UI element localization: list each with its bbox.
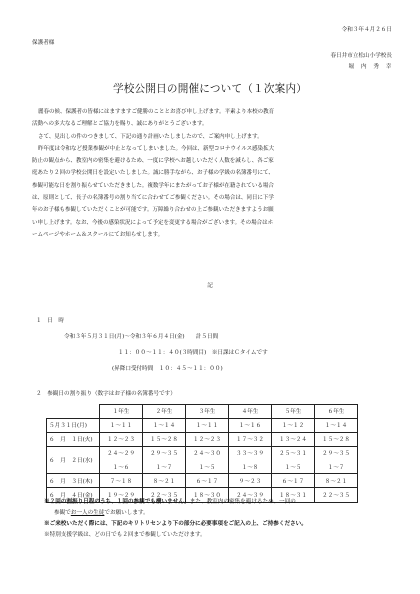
note-text: でお願いします。 xyxy=(104,510,149,516)
note-1-rest: また、教室内の密集を避けるため、一回の xyxy=(189,499,296,505)
table-cell: １～１４ xyxy=(315,418,358,432)
table-cell: ２９～３５ xyxy=(315,446,358,460)
table-cell: ８～２１ xyxy=(315,474,358,488)
body-line: は、原則として、長子の名簿番号の割り当てに合わせてご参観ください。その場合は、同日に下学 xyxy=(32,195,274,202)
body-line: い申し上げます。なお、今後の感染状況によって予定を変更する場合がございます。その場合はホ xyxy=(32,219,274,226)
body-line: 年のお子様も参観していただくことが可能です。万障繰り合わせの上ご参観いただきますようお願 xyxy=(32,207,274,214)
note-1 xyxy=(44,497,384,508)
table-cell: １～５ xyxy=(186,460,229,474)
table-cell: １～１１ xyxy=(100,418,143,432)
note-underlined: お一人の生徒 xyxy=(70,510,105,516)
table-cell: ２５～３１ xyxy=(272,446,315,460)
body-line: 参観可能な日を割り振らせていただきました。複数学年にまたがってお子様が在籍されている場合 xyxy=(32,182,274,189)
table-cell: １～５ xyxy=(272,460,315,474)
table-row xyxy=(47,432,358,446)
table-cell: ６～１７ xyxy=(272,474,315,488)
table-cell: １～６ xyxy=(100,460,143,474)
table-cell: ８～２１ xyxy=(143,474,186,488)
table-cell: ２４～３０ xyxy=(186,446,229,460)
table-header-row xyxy=(47,405,358,419)
grade-header: ４年生 xyxy=(229,405,272,419)
section2-heading: ２ 参観日の割り振り（数字はお子様の名簿番号です） xyxy=(36,391,176,397)
grade-header: １年生 xyxy=(100,405,143,419)
notes-block xyxy=(44,497,384,541)
grade-header: ２年生 xyxy=(143,405,186,419)
table-cell: １８～３１ xyxy=(272,488,315,502)
body-line: 昨年度は令和など授業参観が中止となってしまいました。今回は、新型コロナウイルス感染拡大 xyxy=(38,145,275,152)
note-1-bold: ※２回の割振り日程のうち、１回の参観でも構いません。 xyxy=(44,499,190,505)
table-cell: ３３～３９ xyxy=(229,446,272,460)
principal-name: 堀 内 秀 幸 xyxy=(348,64,392,70)
issue-date: 令和３年４月２６日 xyxy=(341,27,392,33)
table-cell: １２～２３ xyxy=(186,432,229,446)
table-cell: １～１１ xyxy=(186,418,229,432)
schedule-dates: 令和３年５月３１日(月)～令和３年６月４日(金) 計５日間 xyxy=(64,334,219,340)
grade-header: ５年生 xyxy=(272,405,315,419)
table-cell: １７～３２ xyxy=(229,432,272,446)
row-date: ６ 月 ４日(金) xyxy=(47,488,100,502)
schedule-times: １１：００～１１：４０(３時間目) ※日課はＣタイムです xyxy=(118,350,268,356)
table-cell: １～１６ xyxy=(229,418,272,432)
grade-header: ３年生 xyxy=(186,405,229,419)
table-cell: １３～２４ xyxy=(272,432,315,446)
table-row xyxy=(47,446,358,460)
body-line: 麗春の候、保護者の皆様にはますますご健勝のこととお喜び申し上げます。平素より本校の教育 xyxy=(38,109,275,115)
table-cell: １～８ xyxy=(229,460,272,474)
row-date: ５月３１日(月) xyxy=(47,418,100,432)
note-2: ※ご来校いただく際には、下記のキリトリセンより下の部分に必要事項をご記入の上、ご持参ください。 xyxy=(44,521,307,527)
table-cell: ２２～３５ xyxy=(315,488,358,502)
note-3: ※特別支援学級は、どの日でも２回まで参観していただけます。 xyxy=(44,532,206,538)
body-line: 防止の観点から、教室内の密集を避けるため、一度に学校へお越しいただく人数を減らし、各ご家 xyxy=(32,158,274,165)
table-cell: １９～２９ xyxy=(100,488,143,502)
table-row xyxy=(47,418,358,432)
body-line: 庭あたり２回の学校公開日を設定いたしました。誠に勝手ながら、お子様の学級の名簿番号にて、 xyxy=(32,170,274,177)
table-cell: １～１４ xyxy=(143,418,186,432)
row-date: ６ 月 １日(火) xyxy=(47,432,100,446)
body-line: ームページやホーム＆スクールにてお知らせします。 xyxy=(32,231,164,238)
body-line: 活動への多大なるご理解とご協力を賜り、誠にありがとうございます。 xyxy=(32,121,208,128)
table-row xyxy=(47,474,358,488)
table-cell: １～７ xyxy=(143,460,186,474)
table-cell: ７～１８ xyxy=(100,474,143,488)
attendance-table xyxy=(46,404,358,503)
school-name: 春日井市立松山小学校長 xyxy=(330,53,392,59)
table-cell: １～７ xyxy=(315,460,358,474)
ki-heading: 記 xyxy=(207,283,213,289)
table-cell: １２～２３ xyxy=(100,432,143,446)
note-text: 参観で xyxy=(54,510,71,516)
body-paragraphs xyxy=(32,106,392,241)
table-cell: １～１２ xyxy=(272,418,315,432)
table-cell: ９～２３ xyxy=(229,474,272,488)
table-corner xyxy=(47,405,100,419)
table-cell: ２４～３９ xyxy=(229,488,272,502)
reception-time: (昇降口受付時間 １０：４５～１１：００) xyxy=(112,366,223,372)
row-date: ６ 月 ３日(木) xyxy=(47,474,100,488)
body-line: さて、見出しの件のつきまして、下記の通り計画いたしましたので、ご案内申し上げます。 xyxy=(38,133,263,140)
table-cell: ２９～３５ xyxy=(143,446,186,460)
table-cell: ６～１７ xyxy=(186,474,229,488)
table-cell: ２４～２９ xyxy=(100,446,143,460)
addressee: 保護者様 xyxy=(32,40,55,46)
section1-heading: １ 日 時 xyxy=(36,318,64,324)
table-cell: １８～３０ xyxy=(186,488,229,502)
table-cell: １５～２８ xyxy=(143,432,186,446)
table-cell: ２２～３５ xyxy=(143,488,186,502)
document-title: 学校公開日の開催について（１次案内） xyxy=(112,83,308,95)
note-1-continued xyxy=(44,508,384,519)
row-date: ６ 月 ２日(水) xyxy=(47,446,100,473)
grade-header: ６年生 xyxy=(315,405,358,419)
table-cell: １５～２８ xyxy=(315,432,358,446)
